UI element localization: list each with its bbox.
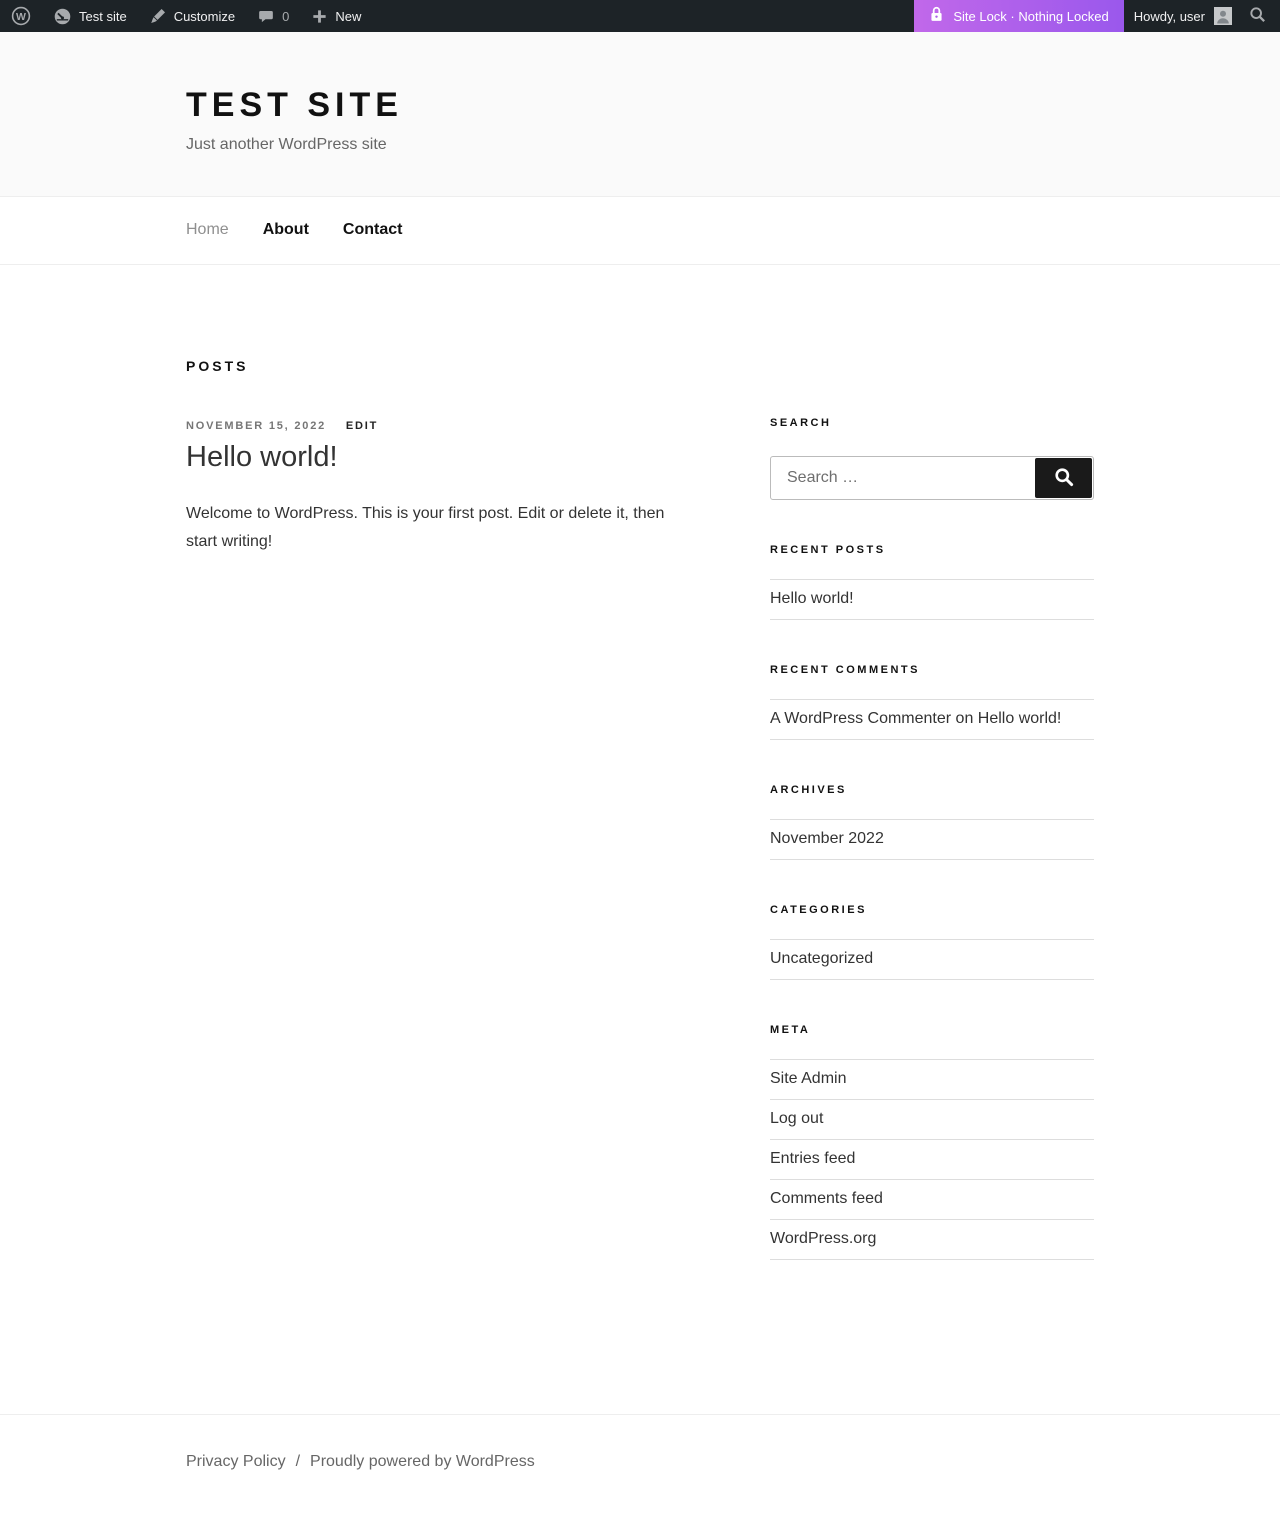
wordpress-logo-icon	[11, 6, 31, 26]
page-title: POSTS	[186, 358, 249, 374]
post-title-link[interactable]: Hello world!	[186, 441, 338, 473]
wordpress-org-link[interactable]: WordPress.org	[770, 1220, 1094, 1260]
search-icon	[1053, 466, 1075, 491]
archives-widget	[770, 784, 1094, 860]
sidebar	[770, 417, 1094, 1304]
comments-count: 0	[282, 8, 290, 24]
plus-icon	[311, 8, 328, 25]
comments-menu[interactable]	[246, 0, 300, 32]
categories-title: CATEGORIES	[770, 904, 867, 916]
customize-label: Customize	[173, 8, 236, 24]
main-column	[186, 358, 711, 555]
privacy-policy-link[interactable]: Privacy Policy	[186, 1453, 286, 1470]
wp-logo-menu[interactable]	[0, 0, 42, 32]
log-out-link[interactable]: Log out	[770, 1100, 1094, 1140]
search-widget-title: SEARCH	[770, 417, 832, 429]
site-lock-badge[interactable]	[914, 0, 1123, 32]
site-content	[186, 265, 1094, 1414]
lock-icon	[929, 6, 944, 26]
customize-menu[interactable]	[138, 0, 246, 32]
nav-item-home[interactable]: Home	[186, 221, 229, 238]
search-widget	[770, 417, 1094, 500]
primary-nav	[0, 196, 1280, 265]
site-title[interactable]: TEST SITE	[186, 86, 403, 124]
categories-widget	[770, 904, 1094, 980]
search-submit-button[interactable]	[1035, 458, 1092, 498]
site-name-menu[interactable]	[42, 0, 138, 32]
nav-item-contact[interactable]: Contact	[342, 221, 403, 238]
site-footer	[0, 1414, 1280, 1517]
search-form	[770, 456, 1094, 500]
entries-feed-link[interactable]: Entries feed	[770, 1140, 1094, 1180]
meta-widget	[770, 1024, 1094, 1260]
recent-posts-widget	[770, 544, 1094, 620]
comments-bubble-icon	[257, 7, 275, 25]
site-tagline: Just another WordPress site	[186, 136, 387, 153]
archive-link[interactable]: November 2022	[770, 820, 1094, 860]
post-edit-link[interactable]: EDIT	[345, 420, 379, 432]
recent-posts-title: RECENT POSTS	[770, 544, 886, 556]
meta-title: META	[770, 1024, 811, 1036]
post-article	[186, 420, 711, 555]
search-icon	[1248, 5, 1267, 27]
recent-comment-link[interactable]: A WordPress Commenter on Hello world!	[770, 700, 1094, 740]
svg-text:W: W	[16, 10, 26, 23]
archives-title: ARCHIVES	[770, 784, 847, 796]
category-link[interactable]: Uncategorized	[770, 940, 1094, 980]
recent-comments-title: RECENT COMMENTS	[770, 664, 920, 676]
recent-post-link[interactable]: Hello world!	[770, 580, 1094, 620]
howdy-label: Howdy, user	[1133, 8, 1205, 24]
admin-bar-left	[0, 0, 372, 32]
comments-feed-link[interactable]: Comments feed	[770, 1180, 1094, 1220]
nav-item-about[interactable]: About	[262, 221, 309, 238]
recent-comments-widget	[770, 664, 1094, 740]
post-date-link[interactable]: NOVEMBER 15, 2022	[186, 420, 327, 432]
site-lock-label: Site Lock · Nothing Locked	[953, 8, 1109, 24]
admin-search-toggle[interactable]	[1242, 0, 1280, 32]
avatar	[1214, 7, 1232, 25]
site-admin-link[interactable]: Site Admin	[770, 1060, 1094, 1100]
dashboard-gauge-icon	[53, 7, 72, 26]
post-body: Welcome to WordPress. This is your first post. Edit or delete it, then start writing!	[186, 505, 665, 550]
new-content-menu[interactable]	[300, 0, 372, 32]
new-label: New	[335, 8, 362, 24]
powered-by-link[interactable]: Proudly powered by WordPress	[310, 1453, 535, 1470]
customize-brush-icon	[149, 7, 167, 25]
wp-admin-bar	[0, 0, 1280, 32]
site-name-label: Test site	[79, 8, 127, 24]
footer-separator: /	[295, 1453, 301, 1470]
my-account-menu[interactable]	[1124, 0, 1242, 32]
post-meta	[186, 420, 711, 432]
site-header	[0, 32, 1280, 196]
admin-bar-right	[914, 0, 1280, 32]
